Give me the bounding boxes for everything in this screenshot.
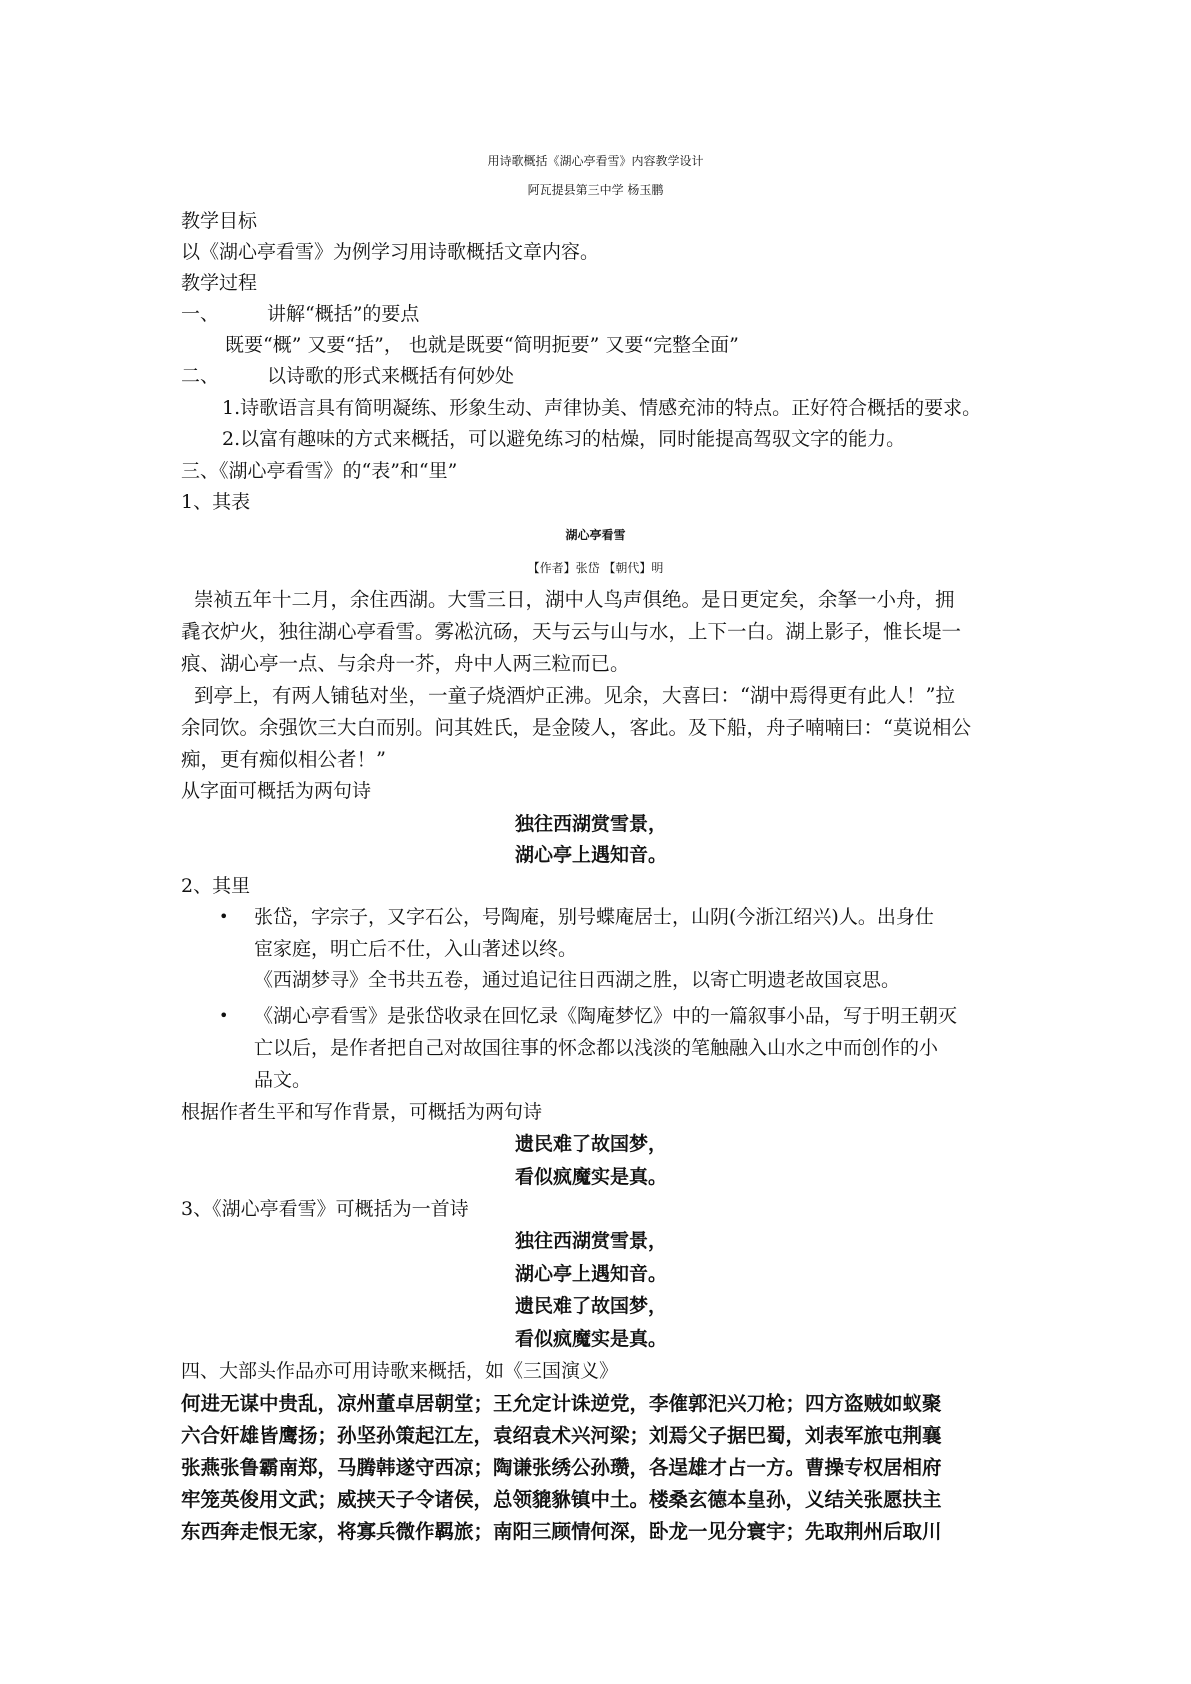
- essay-p2-line: 痴，更有痴似相公者！”: [181, 748, 386, 771]
- essay-p1-line: 痕、湖心亭一点、与余舟一芥，舟中人两三粒而已。: [181, 652, 630, 675]
- section-2-point-1: 1.诗歌语言具有简明凝练、形象生动、声律协美、情感充沛的特点。正好符合概括的要求。: [222, 397, 982, 419]
- section-1-number: 一、: [181, 303, 220, 325]
- surface-poem-line: 独往西湖赏雪景，: [515, 813, 668, 835]
- whole-heading: 3、《湖心亭看雪》可概括为一首诗: [181, 1198, 469, 1220]
- bullet-marker: •: [219, 1006, 229, 1025]
- essay-p2-line: 余同饮。余强饮三大白而别。问其姓氏，是金陵人，客此。及下船，舟子喃喃曰：“莫说相公: [181, 716, 971, 739]
- whole-poem-line: 湖心亭上遇知音。: [515, 1263, 668, 1285]
- section-2-title: 以诗歌的形式来概括有何妙处: [267, 365, 515, 387]
- bullet-2-line: 亡以后，是作者把自己对故国往事的怀念都以浅淡的笔触融入山水之中而创作的小: [254, 1037, 939, 1059]
- whole-poem-line: 遗民难了故国梦，: [515, 1295, 668, 1317]
- bullet-marker: •: [219, 907, 229, 926]
- essay-title: 湖心亭看雪: [565, 528, 626, 542]
- bullet-2-line: 《湖心亭看雪》是张岱收录在回忆录《陶庵梦忆》中的一篇叙事小品，写于明王朝灭: [254, 1005, 958, 1027]
- section-4-line: 何进无谋中贵乱，凉州董卓居朝堂；王允定计诛逆党，李傕郭汜兴刀枪；四方盗贼如蚁聚: [181, 1392, 942, 1415]
- section-3-title: 三、《湖心亭看雪》的“表”和“里”: [181, 460, 458, 482]
- bullet-2-line: 品文。: [254, 1069, 312, 1091]
- section-2-number: 二、: [181, 365, 220, 387]
- section-4-heading: 四、大部头作品亦可用诗歌来概括，如《三国演义》: [181, 1360, 619, 1382]
- author-line: 阿瓦提县第三中学 杨玉鹏: [527, 183, 664, 197]
- section-1-title: 讲解“概括”的要点: [267, 303, 420, 325]
- section-4-line: 六合奸雄皆鹰扬；孙坚孙策起江左，袁绍袁术兴河梁；刘焉父子据巴蜀，刘表军旅屯荆襄: [181, 1424, 942, 1447]
- process-heading: 教学过程: [181, 272, 258, 294]
- section-4-line: 张燕张鲁霸南郑，马腾韩遂守西凉；陶谦张绣公孙瓒，各逞雄才占一方。曹操专权居相府: [181, 1456, 942, 1479]
- inner-poem-line: 遗民难了故国梦，: [515, 1133, 668, 1155]
- inner-poem-line: 看似疯魔实是真。: [515, 1166, 668, 1188]
- essay-p1-line: 崇祯五年十二月，余住西湖。大雪三日，湖中人鸟声俱绝。是日更定矣，余拏一小舟，拥: [194, 588, 955, 611]
- bullet-1-extra: 《西湖梦寻》全书共五卷，通过追记往日西湖之胜，以寄亡明遗老故国哀思。: [254, 969, 901, 991]
- inner-intro: 根据作者生平和写作背景，可概括为两句诗: [181, 1101, 543, 1123]
- document-title: 用诗歌概括《湖心亭看雪》内容教学设计: [487, 154, 704, 168]
- whole-poem-line: 独往西湖赏雪景，: [515, 1230, 668, 1252]
- section-4-line: 牢笼英俊用文武；威挟天子令诸侯，总领貔貅镇中土。楼桑玄德本皇孙，义结关张愿扶主: [181, 1488, 942, 1511]
- bullet-1-line: 张岱，字宗子，又字石公，号陶庵，别号蝶庵居士，山阴(今浙江绍兴)人。出身仕: [254, 906, 934, 928]
- section-3-1-heading: 1、其表: [181, 491, 251, 513]
- essay-p2-line: 到亭上，有两人铺毡对坐，一童子烧酒炉正沸。见余，大喜曰：“湖中焉得更有此人！”拉: [194, 684, 955, 707]
- inner-heading: 2、其里: [181, 875, 251, 897]
- surface-poem-line: 湖心亭上遇知音。: [515, 844, 668, 866]
- goal-heading: 教学目标: [181, 210, 258, 232]
- essay-p1-line: 毳衣炉火，独往湖心亭看雪。雾凇沆砀，天与云与山与水，上下一白。湖上影子，惟长堤一: [181, 620, 962, 643]
- bullet-1-line: 宦家庭，明亡后不仕，入山著述以终。: [254, 938, 578, 960]
- essay-byline: 【作者】张岱 【朝代】明: [527, 561, 664, 575]
- surface-intro: 从字面可概括为两句诗: [181, 780, 372, 802]
- section-4-line: 东西奔走恨无家，将寡兵微作羁旅；南阳三顾情何深，卧龙一见分寰宇；先取荆州后取川: [181, 1520, 942, 1543]
- section-2-point-2: 2.以富有趣味的方式来概括，可以避免练习的枯燥，同时能提高驾驭文字的能力。: [222, 428, 906, 450]
- section-1-body: 既要“概” 又要“括”， 也就是既要“简明扼要” 又要“完整全面”: [225, 334, 739, 356]
- goal-text: 以《湖心亭看雪》为例学习用诗歌概括文章内容。: [181, 241, 600, 263]
- whole-poem-line: 看似疯魔实是真。: [515, 1328, 668, 1350]
